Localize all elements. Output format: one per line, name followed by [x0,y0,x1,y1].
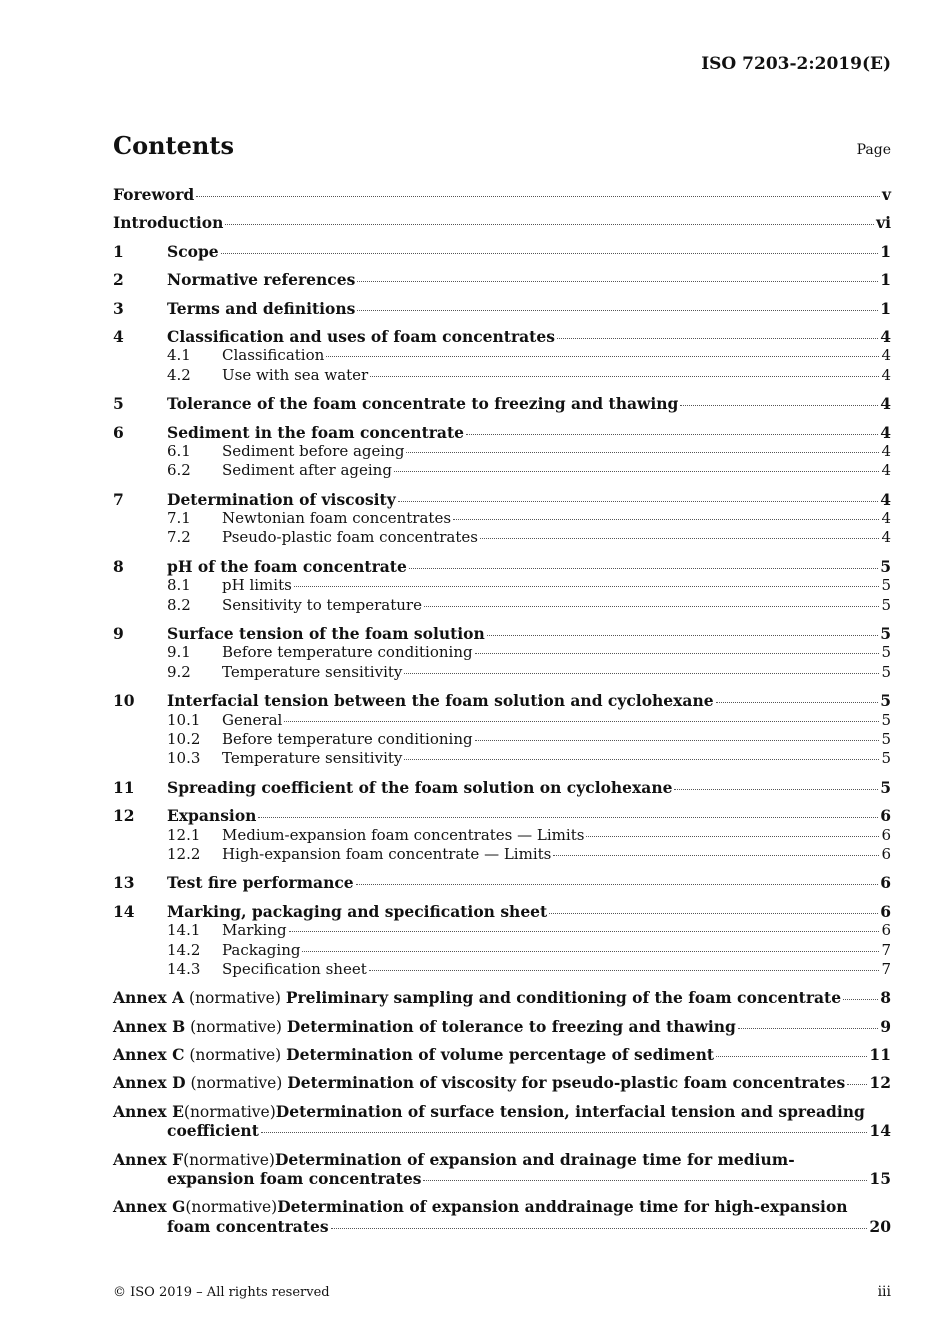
entry-title: Sediment after ageing [222,461,392,480]
entry-number: 12.2 [167,844,201,863]
toc-group [113,557,891,615]
toc-entry-clause[interactable] [113,423,891,442]
toc-entry-subclause[interactable] [113,576,891,595]
entry-number: 9.2 [167,662,191,681]
entry-number: 14 [113,901,135,921]
entry-number: 7 [113,489,124,509]
entry-number: 8.1 [167,576,191,595]
dot-leader [302,951,879,952]
entry-page: 5 [880,777,891,797]
entry-title: Determination of viscosity [167,489,396,509]
annex-type: (normative) [189,989,281,1008]
entry-number: 8.2 [167,595,191,614]
toc-entry-subclause[interactable] [113,643,891,662]
annex-title: Determination of expansion anddrainage time for high-expansion [277,1197,848,1217]
entry-number: 12.1 [167,825,201,844]
dot-leader [357,310,878,311]
entry-title: Normative references [167,270,356,290]
toc-entry-subclause[interactable] [113,845,891,864]
dot-leader [553,855,879,856]
entry-number: 14.1 [167,921,201,940]
dot-leader [196,196,880,197]
toc-entry-subclause[interactable] [113,596,891,615]
toc-entry-subclause[interactable] [113,730,891,749]
dot-leader [847,1084,867,1085]
dot-leader [674,789,878,790]
annex-title-continuation: expansion foam concentrates [167,1169,422,1189]
toc-entry-annex[interactable] [113,1150,891,1169]
entry-page: 11 [869,1045,891,1065]
annex-type: (normative) [183,1102,276,1121]
entry-title: Medium-expansion foam concentrates — Limits [222,825,585,844]
dot-leader [261,1132,868,1133]
toc-group [113,394,891,413]
toc-entry-subclause[interactable] [113,509,891,528]
entry-page: 7 [881,959,891,978]
entry-title: Classification [222,346,325,365]
annex-title: Determination of expansion and drainage time for medium- [274,1149,795,1169]
toc-entry-subclause[interactable] [113,442,891,461]
annex-type: (normative) [183,1150,275,1169]
toc-entry-clause[interactable] [113,778,891,797]
toc-group [113,691,891,769]
annex-type: (normative) [190,1017,282,1036]
dot-leader [258,817,878,818]
dot-leader [843,999,878,1000]
dot-leader [369,970,880,971]
entry-title: pH limits [222,576,292,595]
entry-page: 5 [881,749,891,768]
entry-title: Specification sheet [222,959,367,978]
annex-title-continuation: foam concentrates [167,1216,329,1236]
entry-number: 9.1 [167,643,191,662]
annex-title: Determination of tolerance to freezing and thawing [286,1016,736,1036]
dot-leader [480,538,880,539]
dot-leader [284,721,879,722]
dot-leader [221,253,879,254]
annex-label: Annex D [113,1073,186,1093]
dot-leader [586,836,879,837]
toc-entry-clause[interactable] [113,557,891,576]
dot-leader [294,586,880,587]
toc-entry-annex[interactable] [113,1073,891,1092]
toc-entry-subclause[interactable] [113,663,891,682]
entry-number: 11 [113,777,135,797]
entry-number: 6.2 [167,461,191,480]
entry-number: 13 [113,873,135,893]
dot-leader [225,224,874,225]
entry-page: 1 [880,241,891,261]
entry-title: Scope [167,241,219,261]
toc-group-annex [113,1197,891,1236]
entry-page: 6 [880,901,891,921]
entry-title: Temperature sensitivity [222,662,403,681]
entry-number: 10.2 [167,729,201,748]
entry-title: Sediment in the foam concentrate [167,422,464,442]
entry-number: 8 [113,556,124,576]
annex-label: Annex G [113,1197,186,1217]
toc-entry-clause[interactable] [113,806,891,825]
annex-label: Annex B [113,1016,186,1036]
entry-page: 4 [880,422,891,442]
annex-title: Determination of surface tension, interfacial tension and spreading [275,1101,865,1121]
entry-title: Marking, packaging and specification sheet [167,901,548,921]
toc-group-annex [113,1073,891,1092]
entry-title: Packaging [222,940,301,959]
entry-title: Foreword [113,185,195,204]
toc-group [113,806,891,864]
table-of-contents [113,185,891,1245]
toc-entry-front[interactable] [113,213,891,232]
entry-number: 9 [113,624,124,644]
entry-number: 2 [113,270,124,290]
contents-title: Contents [113,131,234,160]
entry-title: pH of the foam concentrate [167,556,407,576]
toc-entry-clause[interactable] [113,691,891,710]
dot-leader [487,635,878,636]
entry-page: 5 [881,710,891,729]
annex-type: (normative) [189,1046,282,1065]
toc-entry-clause[interactable] [113,490,891,509]
entry-page: 4 [880,326,891,346]
toc-entry-clause[interactable] [113,299,891,318]
annex-label: Annex E [113,1101,184,1121]
toc-entry-annex[interactable] [113,1045,891,1064]
entry-number: 7.2 [167,528,191,547]
toc-group [113,213,891,232]
toc-group-annex [113,1102,891,1141]
entry-page: 4 [880,394,891,414]
entry-number: 12 [113,806,135,826]
toc-entry-clause[interactable] [113,394,891,413]
entry-title: Classification and uses of foam concentrates [167,326,555,346]
entry-page: 15 [869,1169,891,1189]
entry-title: Terms and definitions [167,298,356,318]
entry-title: Marking [222,921,287,940]
toc-group [113,490,891,548]
entry-number: 6 [113,422,124,442]
entry-page: 4 [881,461,891,480]
annex-type: (normative) [190,1074,283,1093]
toc-entry-subclause[interactable] [113,826,891,845]
annex-title: Determination of volume percentage of sediment [286,1045,715,1065]
entry-page: v [881,185,891,204]
entry-title: Interfacial tension between the foam solution and cyclohexane [167,691,714,711]
toc-entry-front[interactable] [113,185,891,204]
toc-group-annex [113,988,891,1007]
entry-page: 5 [880,691,891,711]
entry-title: Use with sea water [222,365,369,384]
toc-entry-clause[interactable] [113,902,891,921]
toc-entry-annex[interactable] [113,1102,891,1121]
dot-leader [398,501,878,502]
entry-title: General [222,710,283,729]
entry-page: 5 [880,624,891,644]
toc-entry-subclause[interactable] [113,366,891,385]
toc-entry-clause[interactable] [113,873,891,892]
dot-leader [409,568,878,569]
dot-leader [357,281,878,282]
entry-number: 4.1 [167,346,191,365]
toc-group [113,299,891,318]
toc-entry-subclause[interactable] [113,960,891,979]
toc-group [113,778,891,797]
annex-label: Annex A [113,988,185,1008]
entry-title: High-expansion foam concentrate — Limits [222,844,552,863]
entry-number: 4.2 [167,365,191,384]
entry-title: Spreading coefficient of the foam solution on cyclohexane [167,777,673,797]
toc-entry-subclause[interactable] [113,461,891,480]
entry-number: 5 [113,394,124,414]
entry-title: Expansion [167,806,257,826]
entry-page: 5 [881,576,891,595]
entry-page: 6 [881,844,891,863]
entry-page: 12 [869,1073,891,1093]
toc-entry-subclause[interactable] [113,711,891,730]
entry-page: 4 [881,509,891,528]
entry-page: 4 [881,441,891,460]
entry-title: Sensitivity to temperature [222,595,422,614]
entry-page: 7 [881,940,891,959]
entry-title: Surface tension of the foam solution [167,624,485,644]
dot-leader [475,740,880,741]
toc-group [113,270,891,289]
entry-title: Tolerance of the foam concentrate to freezing and thawing [167,394,679,414]
entry-page: 5 [881,662,891,681]
entry-page: 4 [881,346,891,365]
dot-leader [394,471,880,472]
entry-title: Newtonian foam concentrates [222,509,452,528]
dot-leader [370,376,879,377]
entry-title: Before temperature conditioning [222,643,473,662]
dot-leader [424,606,879,607]
toc-entry-annex[interactable] [113,988,891,1007]
toc-group [113,185,891,204]
entry-number: 14.3 [167,959,201,978]
toc-entry-subclause[interactable] [113,749,891,768]
dot-leader [326,356,879,357]
entry-page: 20 [869,1216,891,1236]
toc-group [113,242,891,261]
entry-page: 4 [881,528,891,547]
entry-page: 6 [880,806,891,826]
document-id: ISO 7203-2:2019(E) [701,54,891,74]
entry-number: 3 [113,298,124,318]
dot-leader [404,673,879,674]
toc-entry-annex-continuation[interactable] [113,1121,891,1140]
dot-leader [356,884,879,885]
toc-group [113,873,891,892]
toc-entry-subclause[interactable] [113,921,891,940]
entry-page: 8 [880,988,891,1008]
entry-number: 10.1 [167,710,201,729]
entry-title: Test fire performance [167,873,354,893]
toc-group-annex [113,1150,891,1189]
toc-entry-clause[interactable] [113,624,891,643]
entry-page: 14 [869,1121,891,1141]
toc-entry-subclause[interactable] [113,528,891,547]
entry-page: 5 [881,729,891,748]
toc-group [113,624,891,682]
annex-title: Determination of viscosity for pseudo-plastic foam concentrates [287,1073,846,1093]
dot-leader [738,1028,878,1029]
dot-leader [716,702,879,703]
toc-entry-annex-continuation[interactable] [113,1217,891,1236]
annex-type: (normative) [185,1198,278,1217]
entry-page: 6 [881,921,891,940]
entry-title: Introduction [113,213,224,233]
footer-copyright: © ISO 2019 – All rights reserved [113,1285,330,1300]
entry-number: 10.3 [167,749,201,768]
entry-page: 4 [880,489,891,509]
entry-title: Pseudo-plastic foam concentrates [222,528,478,547]
entry-number: 10 [113,691,135,711]
page-column-label: Page [856,142,891,158]
toc-entry-clause[interactable] [113,242,891,261]
toc-group [113,327,891,385]
entry-page: 9 [880,1016,891,1036]
entry-number: 4 [113,326,124,346]
toc-entry-annex[interactable] [113,1197,891,1216]
toc-entry-subclause[interactable] [113,941,891,960]
entry-title: Before temperature conditioning [222,729,473,748]
dot-leader [423,1180,867,1181]
entry-number: 6.1 [167,441,191,460]
entry-page: 4 [881,365,891,384]
dot-leader [716,1056,867,1057]
dot-leader [475,653,880,654]
dot-leader [404,759,879,760]
entry-page: 5 [880,556,891,576]
entry-number: 1 [113,241,124,261]
annex-title-continuation: coefficient [167,1121,259,1141]
toc-entry-annex-continuation[interactable] [113,1169,891,1188]
entry-title: Temperature sensitivity [222,749,403,768]
entry-number: 14.2 [167,940,201,959]
toc-entry-clause[interactable] [113,270,891,289]
annex-label: Annex C [113,1045,185,1065]
entry-title: Sediment before ageing [222,441,405,460]
dot-leader [549,913,878,914]
toc-group-annex [113,1045,891,1064]
annex-title: Preliminary sampling and conditioning of the foam concentrate [285,988,842,1008]
entry-page: 6 [881,825,891,844]
entry-page: vi [876,213,891,233]
entry-page: 6 [880,873,891,893]
toc-group-annex [113,1017,891,1036]
toc-entry-annex[interactable] [113,1017,891,1036]
dot-leader [406,452,879,453]
toc-group [113,902,891,980]
entry-page: 5 [881,595,891,614]
dot-leader [331,1228,868,1229]
toc-entry-clause[interactable] [113,327,891,346]
footer-page-number: iii [877,1284,891,1300]
dot-leader [466,434,878,435]
dot-leader [680,405,878,406]
annex-label: Annex F [113,1149,184,1169]
dot-leader [289,931,880,932]
entry-page: 1 [880,298,891,318]
entry-page: 5 [881,643,891,662]
dot-leader [557,338,878,339]
toc-group [113,423,891,481]
entry-number: 7.1 [167,509,191,528]
entry-page: 1 [880,270,891,290]
toc-entry-subclause[interactable] [113,346,891,365]
dot-leader [453,519,879,520]
